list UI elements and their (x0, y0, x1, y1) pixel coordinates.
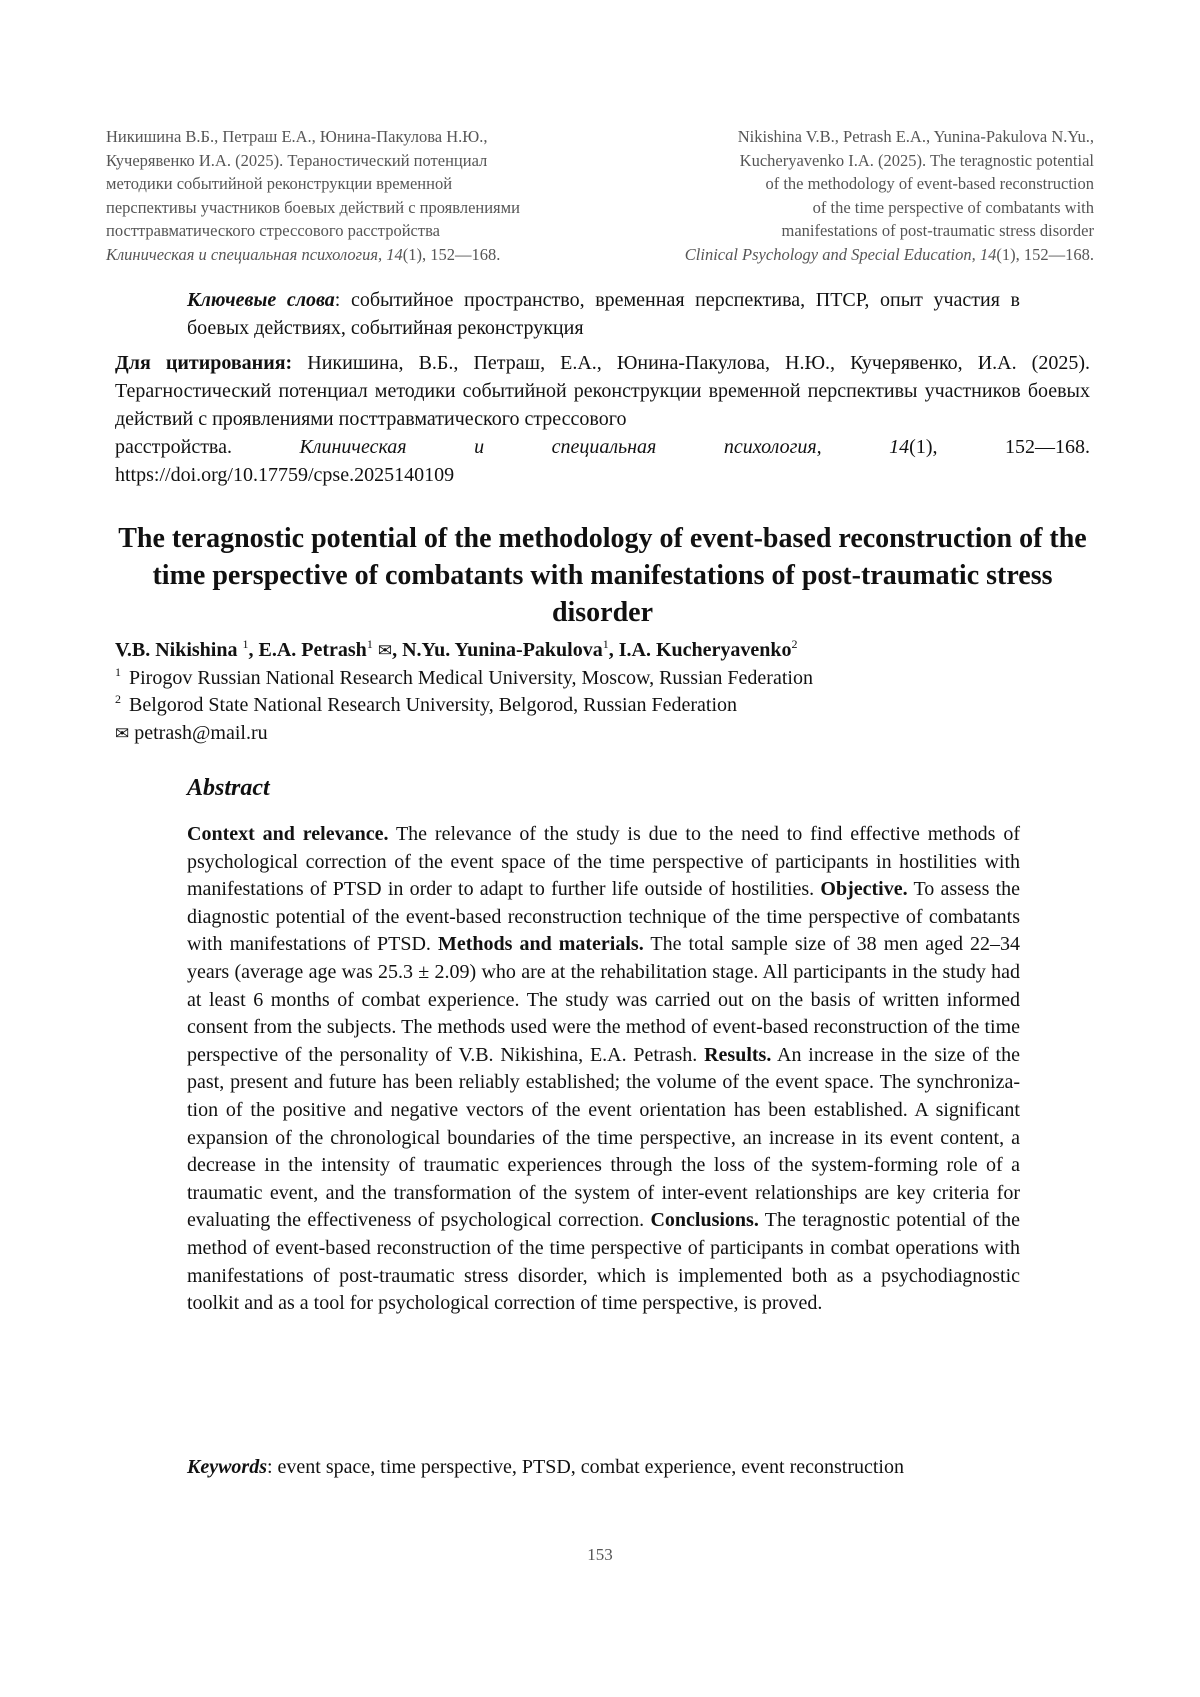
abstract-text: The total sample size of 38 men aged 22–34 years (average age was 25.3 ± 2.09) who are at the rehabilitation stage. All participants in the study had at least 6 months of combat experience. The study was carried out on the basis of written informed consent from the subjects. The methods used were the method of event-based reconstruction of the time perspective of the personality of V.B. Nikishina, E.A. Petrash. (187, 933, 1021, 1066)
author-affiliation-mark: 1 (242, 637, 249, 651)
citation-word: психология, (723, 436, 822, 458)
abstract-heading: Abstract (187, 775, 270, 801)
abstract-body (187, 821, 1020, 1318)
citation-doi[interactable]: https://doi.org/10.17759/cpse.2025140109 (115, 464, 455, 486)
english-keywords (187, 1453, 1020, 1481)
citation-text: Никишина, В.Б., Петраш, Е.А., Юнина-Пакулова, Н.Ю., Кучерявенко, И.А. (2025). Терагностический потенциал методики событийной реконструкции временной перспективы участников боевых действий с проявлениями посттравматического стрессового (115, 352, 1090, 430)
citation-volume-issue (889, 433, 937, 461)
citation-volume: 14 (889, 436, 910, 458)
header-ru-issue-pages: (1), 152—168. (402, 244, 501, 264)
affiliation-text: Pirogov Russian National Research Medical University, Moscow, Russian Federation (129, 667, 813, 689)
header-en-line: of the time perspective of combatants with (812, 197, 1094, 217)
citation-block (115, 349, 1090, 489)
affiliation-number: 1 (115, 665, 121, 679)
page-number: 153 (587, 1545, 613, 1564)
abstract-label: Context and relevance. (187, 823, 389, 845)
russian-keywords (187, 286, 1020, 342)
author-name: E.A. Petrash (258, 639, 367, 661)
author-affiliation-mark: 1 (602, 637, 609, 651)
header-en-journal-name: Clinical Psychology and Special Education, (684, 244, 976, 264)
envelope-icon: ✉ (115, 724, 130, 743)
abstract-label: Objective. (820, 878, 908, 901)
header-en-issue-pages: (1), 152—168. (996, 244, 1094, 264)
header-en-line: Kucheryavenko I.A. (2025). The teragnostic potential (739, 150, 1094, 170)
affiliation-number: 2 (115, 692, 121, 706)
affiliation (115, 692, 1090, 719)
russian-keywords-label: Ключевые слова (187, 289, 335, 311)
abstract-text: To assess the diagnostic potential of the event-based reconstruction technique of the time perspective of combatants with manifestations of PTSD. (187, 878, 1021, 956)
envelope-icon: ✉ (377, 641, 393, 660)
header-ru-journal-name: Клиническая и специальная психология, (106, 244, 383, 264)
citation-pages: 152—168. (1004, 436, 1090, 458)
header-en-journal (574, 243, 1094, 267)
header-ru-line: методики событийной реконструкции временной (106, 174, 453, 193)
header-en-line: manifestations of post-traumatic stress disorder (781, 221, 1094, 240)
english-keywords-label: Keywords (187, 1456, 267, 1478)
citation-word: Клиническая (299, 436, 407, 458)
english-keywords-text: : event space, time perspective, PTSD, combat experience, event reconstruction (267, 1456, 904, 1478)
header-ru-line: Кучерявенко И.А. (2025). Тераностический потенциал (106, 150, 488, 170)
citation-word: специальная (551, 436, 657, 458)
author-list: V.B. Nikishina $^1$, E.A. Petrash$^1$ ✉, N.Yu. Yunina-Pakulova$^1$, I.A. Kucheryavenko$^2$ (115, 637, 1090, 664)
affiliation (115, 665, 1090, 692)
abstract-text: The relevance of the study is due to the need to find effective methods of psychological correction of the event space of the time perspective of participants in hostilities with manifestations of PTSD in order to adapt to further life outside of hostilities. (187, 823, 1020, 901)
header-ru-volume: 14 (386, 244, 403, 264)
header-ru-line: Никишина В.Б., Петраш Е.А., Юнина-Пакулова Н.Ю., (106, 127, 488, 146)
abstract-label: Methods and materials. (437, 933, 644, 956)
article-title: The teragnostic potential of the methodology of event-based reconstruction of the time perspective of combatants with manifestations of post-traumatic stress disorder (118, 523, 1087, 628)
citation-word: расстройства. (115, 436, 232, 458)
citation-label: Для цитирования: (115, 352, 293, 374)
citation-word: и (474, 436, 485, 458)
abstract-text: An increase in the size of the past, present and future has been reliably established; the volume of the event space. The synchronization of the positive and negative vectors of the event orientation has been established. A significant expansion of the chronological boundaries of the time perspective, an increase in its event content, a decrease in the intensity of traumatic experiences through the loss of the system-forming role of a traumatic event, and the transformation of the system of inter-event relationships are key criteria for evaluating the effectiveness of psychological correction. (187, 1043, 1020, 1232)
affiliation-text: Belgorod State National Research University, Belgorod, Russian Federation (129, 694, 738, 716)
russian-keywords-text: : событийное пространство, временная перспектива, ПТСР, опыт участия в боевых действиях, событийная реконструкция (187, 289, 1020, 339)
running-header-ru (106, 125, 626, 266)
header-en-volume: 14 (979, 244, 997, 264)
email-address[interactable]: petrash@mail.ru (134, 722, 268, 744)
citation-issue: (1), (909, 436, 938, 458)
abstract-label: Conclusions. (650, 1209, 759, 1232)
header-en-line: of the methodology of event-based reconstruction (765, 174, 1094, 193)
abstract-text: The teragnostic potential of the method of event-based reconstruction of the time perspective of participants in combat operations with manifestations of post-traumatic stress disorder, which is implemented both as a psychodiagnostic toolkit and as a tool for psychological correction of time perspective, is proved. (187, 1209, 1020, 1315)
abstract-label: Results. (704, 1043, 772, 1066)
citation-journal-line (115, 433, 1090, 461)
header-ru-line: посттравматического стрессового расстройства (106, 221, 440, 240)
header-ru-line: перспективы участников боевых действий с проявлениями (106, 197, 520, 217)
author-affiliation-mark: 2 (791, 637, 798, 651)
header-ru-journal (106, 243, 626, 267)
author-affiliation-mark: 1 (366, 637, 373, 651)
author-name: I.A. Kucheryavenko (618, 639, 792, 661)
running-header-en (574, 125, 1094, 266)
header-en-line: Nikishina V.B., Petrash E.A., Yunina-Pakulova N.Yu., (737, 127, 1094, 146)
author-name: V.B. Nikishina (115, 639, 238, 661)
corresponding-email (115, 720, 268, 747)
author-name: N.Yu. Yunina-Pakulova (402, 639, 603, 661)
